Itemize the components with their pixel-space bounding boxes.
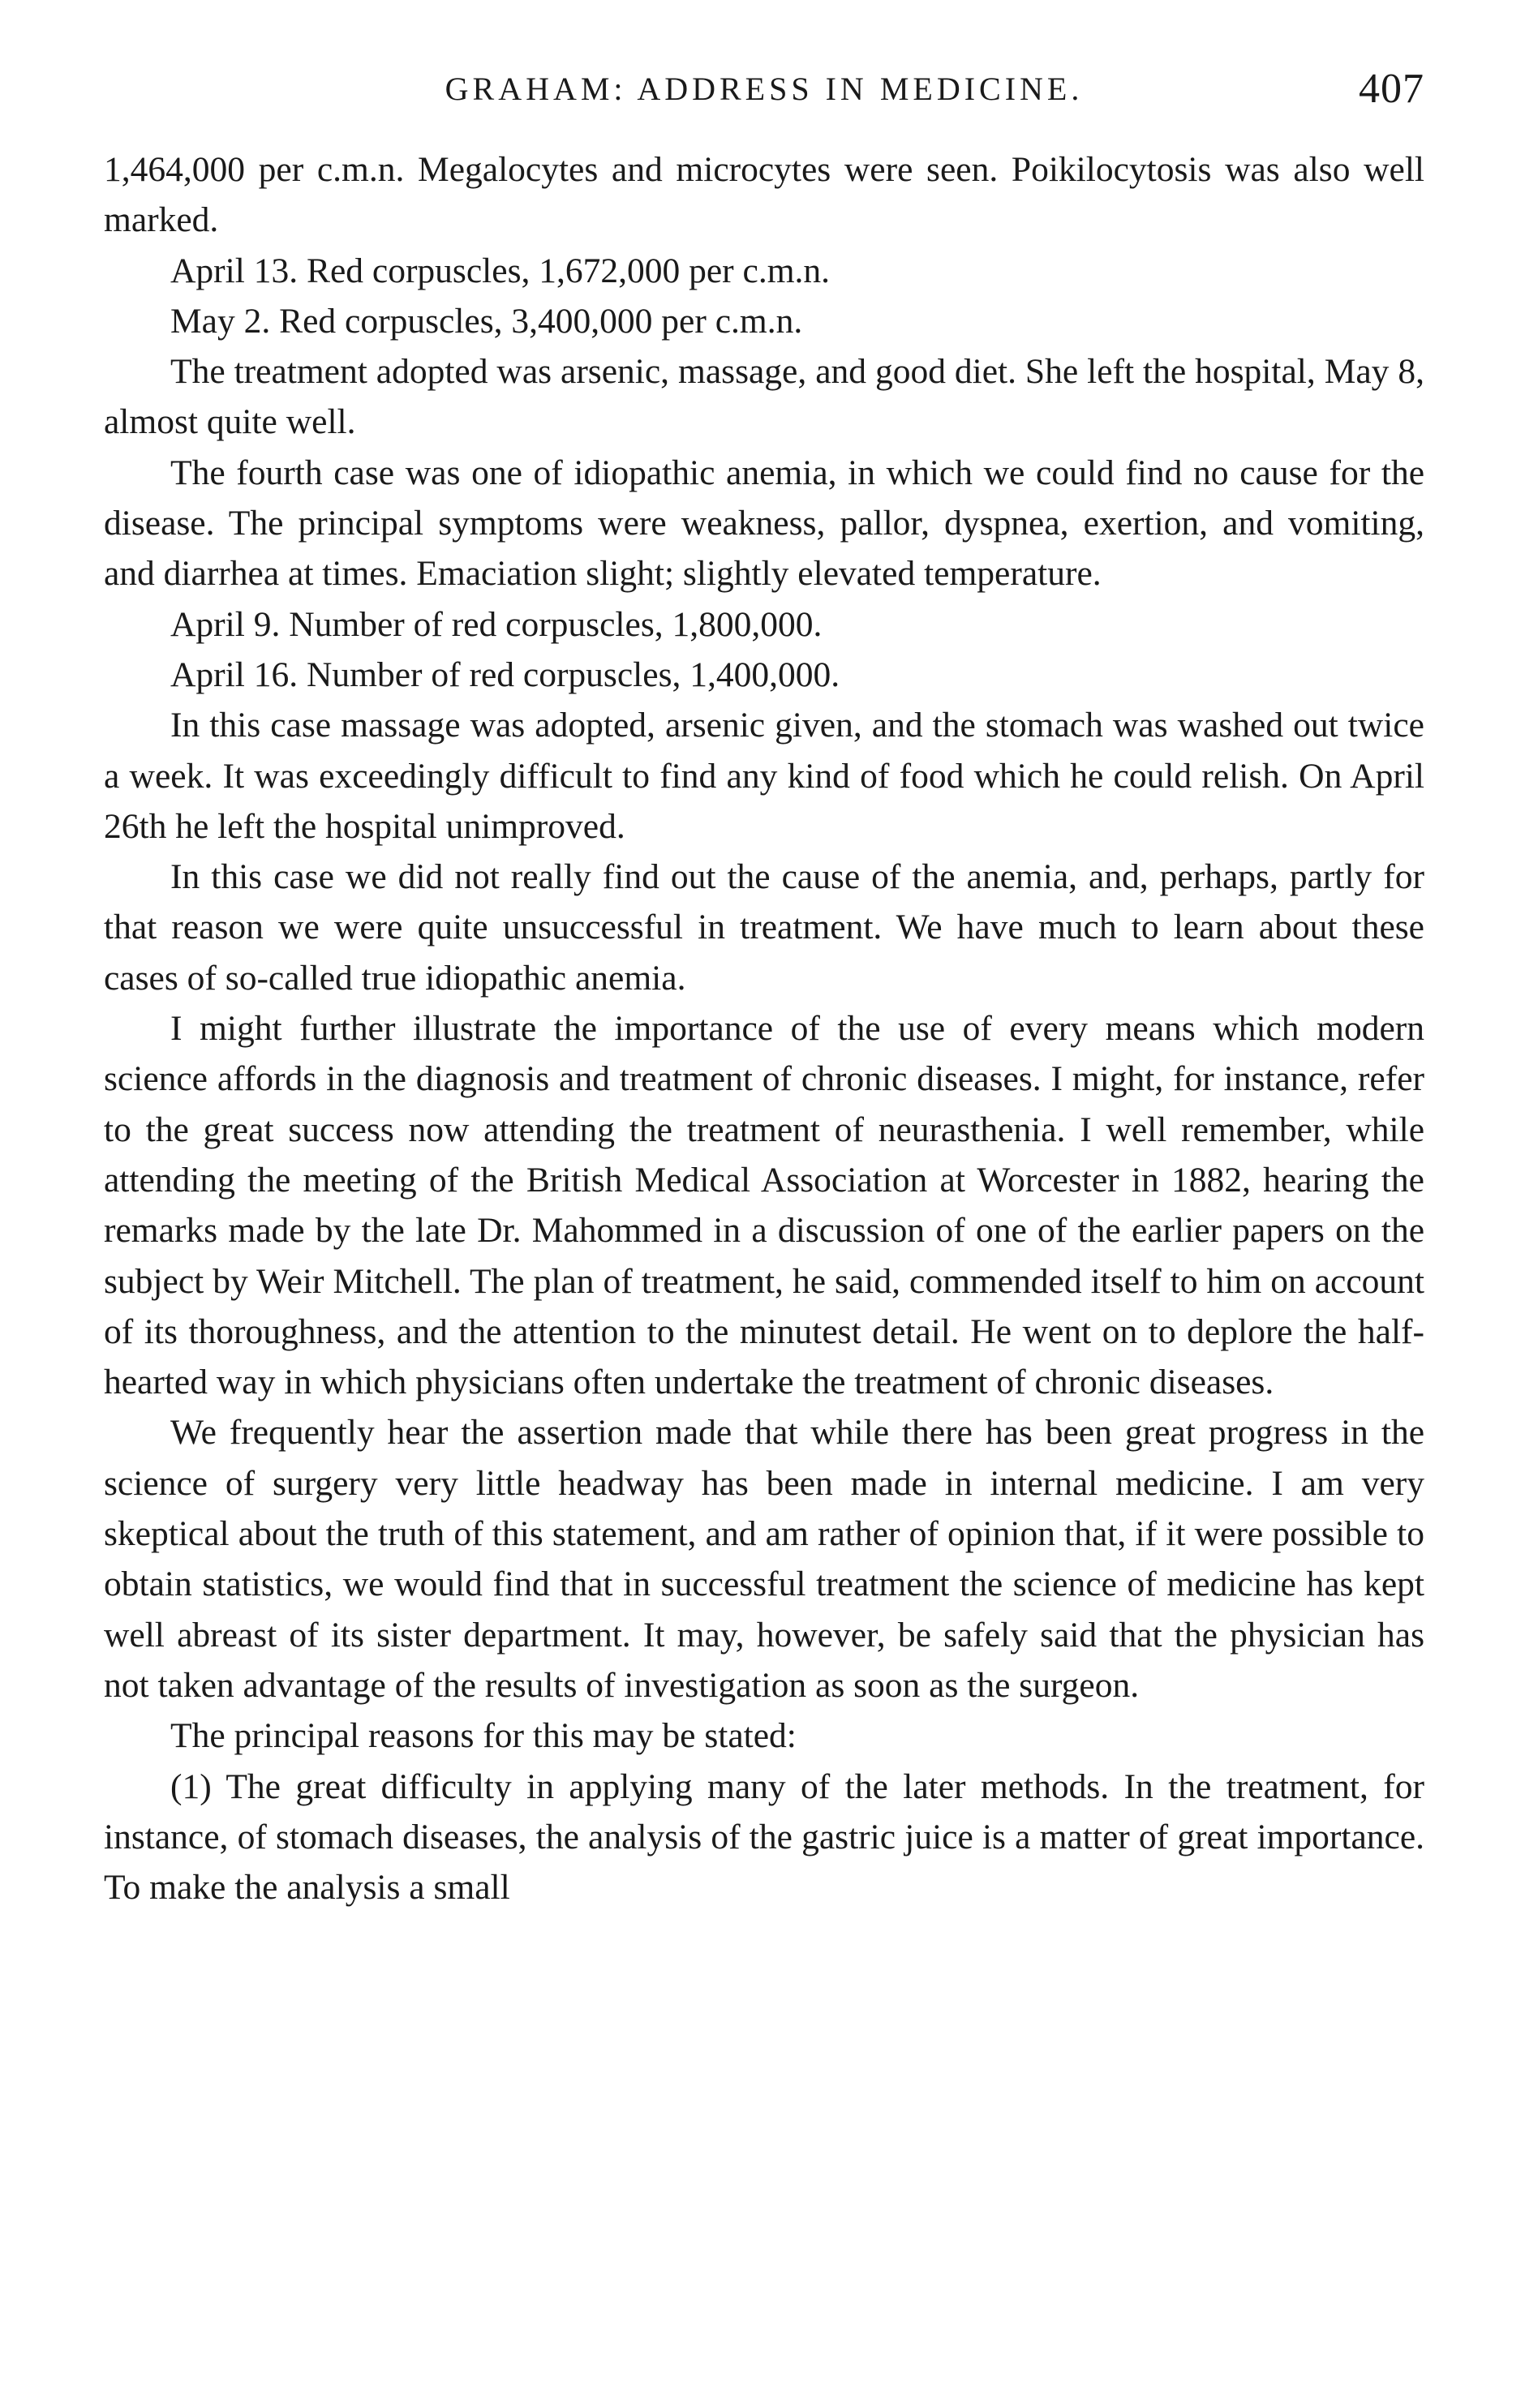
running-title: GRAHAM: ADDRESS IN MEDICINE. <box>445 71 1084 107</box>
paragraph-principal-reasons: The principal reasons for this may be stated: <box>170 1716 797 1756</box>
paragraph-blood-count-april-9: April 9. Number of red corpuscles, 1,800,000. <box>170 604 823 644</box>
paragraph-blood-count-april-13: April 13. Red corpuscles, 1,672,000 per c.m.n. <box>170 251 831 290</box>
paragraph-treatment-fourth-case: In this case massage was adopted, arsenic given, and the stomach was washed out twice a week. It was exceedingly difficult to find any kind of food which he could relish. On April 26th he left the hospital unimproved. <box>104 706 1424 846</box>
running-header <box>104 65 1424 122</box>
paragraph-surgery-vs-medicine: We frequently hear the assertion made that while there has been great progress in the science of surgery very little headway has been made in internal medicine. I am very skeptical about the truth of this statement, and am rather of opinion that, if it were possible to obtain statistics, we would find that in successful treatment the science of medicine has kept well abreast of its sister department. It may, however, be safely said that the physician has not taken advantage of the results of investigation as soon as the surgeon. <box>104 1413 1424 1705</box>
page-number: 407 <box>1359 66 1424 112</box>
paragraph-blood-count-may-2: May 2. Red corpuscles, 3,400,000 per c.m.n. <box>170 301 803 341</box>
body-text <box>104 144 1424 1912</box>
paragraph-cause-of-anemia: In this case we did not really find out the cause of the anemia, and, perhaps, partly for that reason we were quite unsuccessful in treatment. We have much to learn about these cases of so-called true idiopathic anemia. <box>104 857 1424 998</box>
paragraph-reason-one: (1) The great difficulty in applying many of the later methods. In the treatment, for instance, of stomach diseases, the analysis of the gastric juice is a matter of great importance. To make the analysis a small <box>104 1766 1424 1908</box>
paragraph-fourth-case: The fourth case was one of idiopathic anemia, in which we could find no cause for the disease. The principal symptoms were weakness, pallor, dyspnea, exertion, and vomiting, and diarrhea at times. Emaciation slight; slightly elevated temperature. <box>104 453 1424 594</box>
paragraph-continued: 1,464,000 per c.m.n. Megalocytes and microcytes were seen. Poikilocytosis was also well marked. <box>104 150 1424 240</box>
book-page <box>104 65 1424 1912</box>
paragraph-neurasthenia: I might further illustrate the importance of the use of every means which modern science affords in the diagnosis and treatment of chronic diseases. I might, for instance, refer to the great success now attending the treatment of neurasthenia. I well remember, while attending the meeting of the British Medical Association at Worcester in 1882, hearing the remarks made by the late Dr. Mahommed in a discussion of one of the earlier papers on the subject by Weir Mitchell. The plan of treatment, he said, commended itself to him on account of its thoroughness, and the attention to the minutest detail. He went on to deplore the half-hearted way in which physicians often undertake the treatment of chronic diseases. <box>104 1009 1424 1402</box>
paragraph-blood-count-april-16: April 16. Number of red corpuscles, 1,400,000. <box>170 655 840 694</box>
paragraph-treatment-third-case: The treatment adopted was arsenic, massage, and good diet. She left the hospital, May 8, almost quite well. <box>104 352 1424 442</box>
